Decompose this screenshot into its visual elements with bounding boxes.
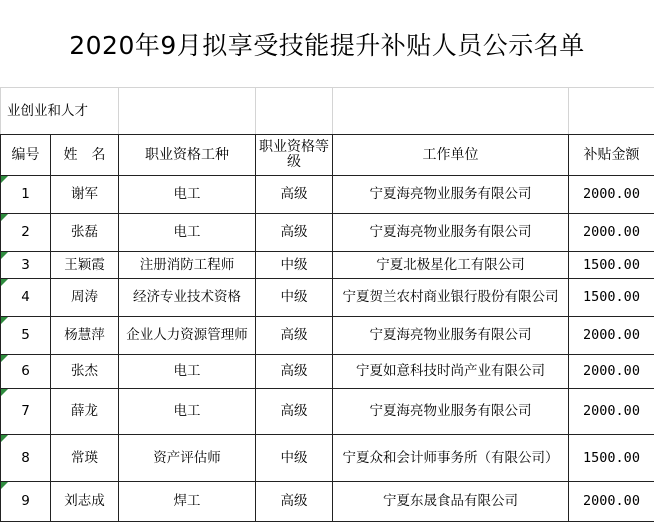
- document-subtitle: 业创业和人才: [1, 88, 119, 135]
- cell-amount: 2000.00: [569, 214, 654, 252]
- cell-no: 6: [1, 355, 51, 389]
- subtitle-empty-cell: [333, 88, 569, 135]
- cell-employer: 宁夏北极星化工有限公司: [333, 252, 569, 279]
- cell-amount: 2000.00: [569, 317, 654, 355]
- table-row: [1, 279, 654, 317]
- header-name: 姓 名: [51, 135, 119, 176]
- cell-no: 8: [1, 435, 51, 482]
- header-employer: 工作单位: [333, 135, 569, 176]
- cell-amount: 2000.00: [569, 355, 654, 389]
- document-title: 2020年9月拟享受技能提升补贴人员公示名单: [0, 0, 654, 88]
- header-no: 编号: [1, 135, 51, 176]
- table-row: [1, 482, 654, 522]
- cell-no: 9: [1, 482, 51, 522]
- cell-employer: 宁夏东晟食品有限公司: [333, 482, 569, 522]
- cell-amount: 2000.00: [569, 482, 654, 522]
- cell-amount: 1500.00: [569, 435, 654, 482]
- table-row: [1, 176, 654, 214]
- cell-qualification: 电工: [119, 355, 256, 389]
- cell-level: 高级: [256, 214, 333, 252]
- cell-employer: 宁夏如意科技时尚产业有限公司: [333, 355, 569, 389]
- cell-qualification: 电工: [119, 389, 256, 435]
- cell-name: 张磊: [51, 214, 119, 252]
- header-level: 职业资格等级: [256, 135, 333, 176]
- subtitle-empty-cell: [256, 88, 333, 135]
- cell-level: 高级: [256, 355, 333, 389]
- cell-amount: 2000.00: [569, 176, 654, 214]
- cell-employer: 宁夏海亮物业服务有限公司: [333, 214, 569, 252]
- cell-name: 刘志成: [51, 482, 119, 522]
- header-qualification: 职业资格工种: [119, 135, 256, 176]
- cell-employer: 宁夏海亮物业服务有限公司: [333, 176, 569, 214]
- cell-employer: 宁夏贺兰农村商业银行股份有限公司: [333, 279, 569, 317]
- cell-employer: 宁夏海亮物业服务有限公司: [333, 317, 569, 355]
- cell-name: 王颖霞: [51, 252, 119, 279]
- header-row: [1, 135, 654, 176]
- table-row: [1, 214, 654, 252]
- cell-name: 周涛: [51, 279, 119, 317]
- subtitle-empty-cell: [569, 88, 654, 135]
- table-row: [1, 252, 654, 279]
- cell-no: 4: [1, 279, 51, 317]
- cell-name: 薛龙: [51, 389, 119, 435]
- cell-no: 1: [1, 176, 51, 214]
- cell-qualification: 企业人力资源管理师: [119, 317, 256, 355]
- cell-employer: 宁夏海亮物业服务有限公司: [333, 389, 569, 435]
- cell-qualification: 电工: [119, 214, 256, 252]
- cell-level: 中级: [256, 252, 333, 279]
- cell-level: 高级: [256, 482, 333, 522]
- cell-level: 中级: [256, 279, 333, 317]
- subtitle-row: [1, 88, 654, 135]
- cell-level: 高级: [256, 317, 333, 355]
- cell-no: 5: [1, 317, 51, 355]
- cell-qualification: 电工: [119, 176, 256, 214]
- cell-name: 常瑛: [51, 435, 119, 482]
- cell-name: 谢军: [51, 176, 119, 214]
- cell-amount: 1500.00: [569, 279, 654, 317]
- cell-level: 中级: [256, 435, 333, 482]
- cell-amount: 2000.00: [569, 389, 654, 435]
- table-row: [1, 389, 654, 435]
- cell-no: 2: [1, 214, 51, 252]
- cell-level: 高级: [256, 389, 333, 435]
- cell-employer: 宁夏众和会计师事务所（有限公司）: [333, 435, 569, 482]
- header-amount: 补贴金额: [569, 135, 654, 176]
- cell-qualification: 资产评估师: [119, 435, 256, 482]
- cell-qualification: 注册消防工程师: [119, 252, 256, 279]
- subsidy-table: [0, 87, 654, 522]
- table-row: [1, 317, 654, 355]
- cell-name: 杨慧萍: [51, 317, 119, 355]
- table-row: [1, 435, 654, 482]
- cell-level: 高级: [256, 176, 333, 214]
- cell-no: 3: [1, 252, 51, 279]
- cell-no: 7: [1, 389, 51, 435]
- cell-name: 张杰: [51, 355, 119, 389]
- cell-amount: 1500.00: [569, 252, 654, 279]
- table-row: [1, 355, 654, 389]
- subtitle-empty-cell: [119, 88, 256, 135]
- cell-qualification: 经济专业技术资格: [119, 279, 256, 317]
- cell-qualification: 焊工: [119, 482, 256, 522]
